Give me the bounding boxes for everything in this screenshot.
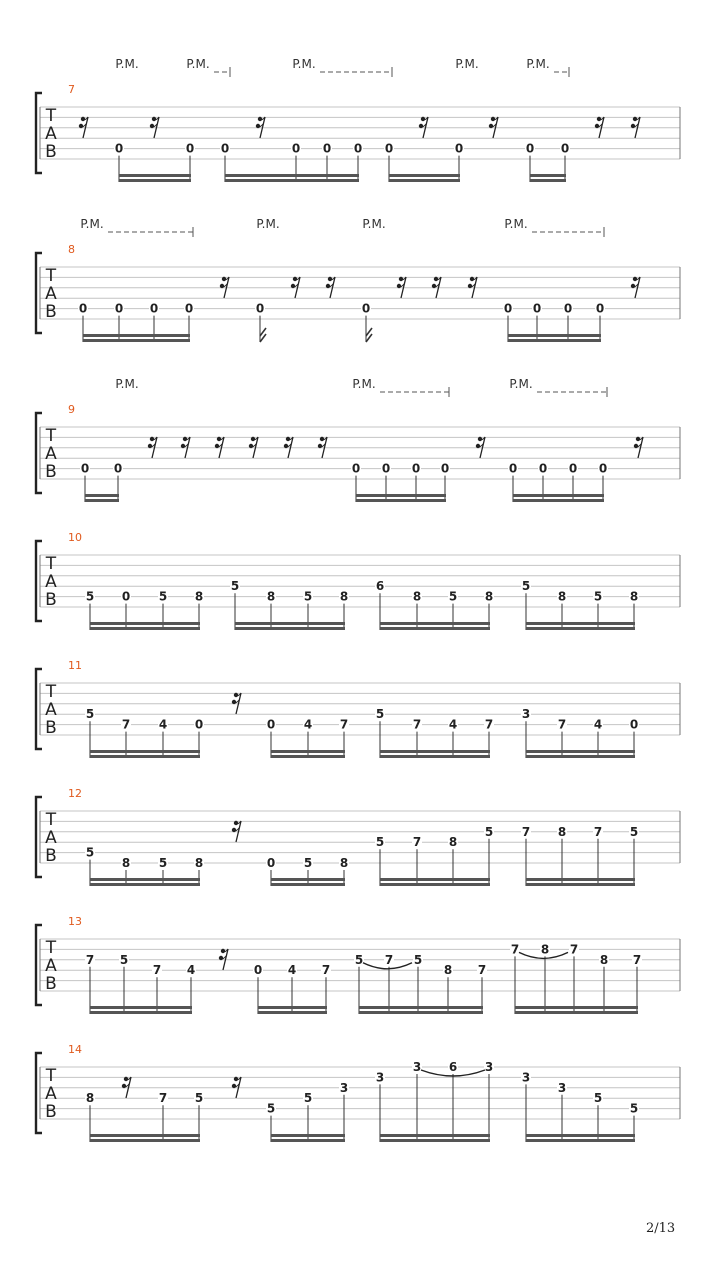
tab-clef: [45, 266, 57, 322]
fret-number: 7: [593, 824, 603, 839]
measure-number: 10: [68, 531, 82, 544]
fret-number: 7: [521, 824, 531, 839]
fret-number: 0: [185, 141, 195, 156]
palm-mute-marking: [115, 57, 138, 71]
system-bracket: [36, 541, 42, 621]
beam: [258, 1011, 327, 1014]
tab-clef-letter: B: [45, 974, 57, 994]
fret-number: 4: [303, 717, 313, 732]
fret-number: 7: [632, 952, 642, 967]
fret-number: 5: [230, 579, 240, 594]
tab-clef: [45, 1066, 57, 1122]
fret-number: 3: [339, 1080, 349, 1095]
tab-clef-letter: A: [45, 572, 57, 592]
beam: [380, 1134, 490, 1137]
tab-clef-letter: A: [45, 828, 57, 848]
fret-number: 8: [443, 963, 453, 978]
page-number: 2/13: [646, 1221, 676, 1236]
beam: [513, 499, 604, 502]
fret-number: 7: [477, 963, 487, 978]
tab-clef: [45, 938, 57, 994]
measure-number: 12: [68, 787, 82, 800]
fret-number: 0: [525, 141, 535, 156]
fret-number: 8: [412, 589, 422, 604]
palm-mute-marking: [115, 377, 138, 391]
palm-mute-label: P.M.: [115, 57, 139, 71]
fret-number: 0: [114, 141, 124, 156]
beam: [515, 1011, 638, 1014]
fret-number: 7: [121, 717, 131, 732]
beam: [356, 499, 446, 502]
tab-clef-letter: B: [45, 590, 57, 610]
palm-mute-marking: [80, 217, 193, 237]
beam: [90, 1006, 192, 1009]
fret-number: 0: [532, 301, 542, 316]
palm-mute-label: P.M.: [292, 57, 316, 71]
fret-number: 5: [194, 1091, 204, 1106]
beam: [83, 339, 190, 342]
fret-number: 5: [119, 952, 129, 967]
tab-system: [36, 915, 680, 1014]
fret-number: 3: [521, 1070, 531, 1085]
beam: [225, 174, 359, 177]
fret-number: 8: [557, 589, 567, 604]
fret-number: 3: [484, 1060, 494, 1074]
beam: [271, 1139, 345, 1142]
tab-clef-letter: A: [45, 444, 57, 464]
beam: [526, 627, 635, 630]
fret-number: 7: [321, 963, 331, 978]
fret-number: 5: [629, 824, 639, 839]
fret-number: 8: [339, 856, 349, 870]
fret-number: 7: [510, 942, 520, 957]
system-bracket: [36, 669, 42, 749]
fret-number: 5: [375, 707, 385, 722]
beam: [271, 755, 345, 758]
tab-system: [36, 57, 680, 182]
tab-clef-letter: A: [45, 284, 57, 304]
fret-number: 7: [412, 717, 422, 732]
fret-number: 0: [184, 301, 194, 316]
fret-number: 0: [351, 461, 361, 476]
beam: [380, 750, 490, 753]
fret-number: 0: [508, 461, 518, 476]
note-flag: [366, 328, 372, 342]
measure-number: 11: [68, 659, 82, 672]
beam: [380, 622, 490, 625]
beam: [90, 878, 200, 881]
fret-number: 0: [595, 301, 605, 316]
beam: [90, 627, 200, 630]
measure-number: 13: [68, 915, 82, 928]
tab-clef: [45, 106, 57, 162]
tab-clef-letter: B: [45, 142, 57, 162]
fret-number: 0: [454, 141, 464, 156]
fret-number: 0: [381, 461, 391, 476]
fret-number: 0: [322, 141, 332, 156]
fret-number: 6: [448, 1060, 458, 1074]
tab-clef: [45, 810, 57, 866]
fret-number: 7: [557, 717, 567, 732]
beam: [85, 494, 119, 497]
fret-number: 7: [339, 717, 349, 732]
beam: [258, 1006, 327, 1009]
fret-number: 4: [448, 717, 458, 732]
beam: [271, 1134, 345, 1137]
beam: [271, 878, 345, 881]
tab-clef-letter: T: [45, 1066, 57, 1086]
fret-number: 0: [353, 141, 363, 156]
fret-number: 3: [375, 1070, 385, 1085]
beam: [119, 179, 191, 182]
beam: [508, 334, 601, 337]
beam: [380, 1139, 490, 1142]
tab-clef-letter: T: [45, 266, 57, 286]
fret-number: 8: [194, 856, 204, 870]
fret-number: 0: [411, 461, 421, 476]
beam: [359, 1011, 483, 1014]
fret-number: 0: [149, 301, 159, 316]
fret-number: 5: [303, 856, 313, 870]
fret-number: 8: [448, 835, 458, 850]
palm-mute-marking: [362, 217, 385, 231]
fret-number: 0: [194, 717, 204, 732]
beam: [508, 339, 601, 342]
beam: [83, 334, 190, 337]
fret-number: 8: [599, 952, 609, 967]
fret-number: 0: [361, 301, 371, 316]
fret-number: 5: [629, 1101, 639, 1116]
fret-number: 4: [593, 717, 603, 732]
tab-clef-letter: A: [45, 1084, 57, 1104]
tab-clef-letter: B: [45, 718, 57, 738]
fret-number: 0: [80, 461, 90, 476]
beam: [526, 1139, 635, 1142]
palm-mute-label: P.M.: [352, 377, 376, 391]
beam: [90, 755, 200, 758]
fret-number: 8: [266, 589, 276, 604]
note-flag: [260, 328, 266, 342]
palm-mute-marking: [504, 217, 604, 237]
fret-number: 7: [384, 952, 394, 967]
beam: [271, 883, 345, 886]
tab-clef-letter: T: [45, 426, 57, 446]
system-bracket: [36, 253, 42, 333]
palm-mute-marking: [526, 57, 569, 77]
fret-number: 0: [291, 141, 301, 156]
fret-number: 5: [593, 1091, 603, 1106]
measure-number: 7: [68, 83, 75, 96]
tab-clef: [45, 682, 57, 738]
tab-clef-letter: A: [45, 956, 57, 976]
beam: [530, 174, 566, 177]
fret-number: 4: [287, 963, 297, 978]
palm-mute-marking: [292, 57, 392, 77]
beam: [515, 1006, 638, 1009]
tab-clef-letter: T: [45, 106, 57, 126]
palm-mute-label: P.M.: [186, 57, 210, 71]
tab-clef-letter: T: [45, 554, 57, 574]
fret-number: 0: [560, 141, 570, 156]
tab-system: [36, 659, 680, 758]
beam: [90, 750, 200, 753]
fret-number: 3: [412, 1060, 422, 1074]
fret-number: 0: [503, 301, 513, 316]
beam: [90, 622, 200, 625]
beam: [389, 179, 460, 182]
fret-number: 0: [113, 461, 123, 476]
fret-number: 0: [563, 301, 573, 316]
beam: [389, 174, 460, 177]
system-bracket: [36, 797, 42, 877]
fret-number: 5: [158, 589, 168, 604]
fret-number: 0: [440, 461, 450, 476]
system-bracket: [36, 925, 42, 1005]
fret-number: 4: [158, 717, 168, 732]
beam: [526, 622, 635, 625]
tab-clef-letter: T: [45, 682, 57, 702]
beam: [526, 750, 635, 753]
fret-number: 0: [220, 141, 230, 156]
beam: [271, 750, 345, 753]
fret-number: 0: [538, 461, 548, 476]
tab-clef-letter: B: [45, 302, 57, 322]
beam: [380, 883, 490, 886]
fret-number: 0: [629, 717, 639, 732]
fret-number: 5: [375, 835, 385, 850]
palm-mute-label: P.M.: [256, 217, 280, 231]
fret-number: 5: [593, 589, 603, 604]
fret-number: 5: [484, 824, 494, 839]
beam: [380, 755, 490, 758]
fret-number: 0: [114, 301, 124, 316]
beam: [380, 627, 490, 630]
palm-mute-label: P.M.: [509, 377, 533, 391]
palm-mute-marking: [509, 377, 607, 397]
beam: [119, 174, 191, 177]
palm-mute-label: P.M.: [455, 57, 479, 71]
beam: [235, 627, 345, 630]
fret-number: 5: [354, 952, 364, 967]
fret-number: 5: [448, 589, 458, 604]
measure-number: 8: [68, 243, 75, 256]
fret-number: 0: [253, 963, 263, 978]
fret-number: 0: [384, 141, 394, 156]
beam: [513, 494, 604, 497]
tab-system: [36, 377, 680, 502]
tab-system: [36, 531, 680, 630]
beam: [526, 878, 635, 881]
fret-number: 8: [557, 824, 567, 839]
palm-mute-marking: [256, 217, 279, 231]
palm-mute-label: P.M.: [362, 217, 386, 231]
fret-number: 5: [303, 1091, 313, 1106]
beam: [526, 755, 635, 758]
fret-number: 6: [375, 579, 385, 594]
tab-clef: [45, 554, 57, 610]
fret-number: 5: [158, 856, 168, 870]
system-bracket: [36, 1053, 42, 1133]
fret-number: 0: [266, 717, 276, 732]
tab-clef: [45, 426, 57, 482]
tab-system: [36, 787, 680, 886]
tab-clef-letter: B: [45, 1102, 57, 1122]
palm-mute-marking: [186, 57, 230, 77]
fret-number: 0: [266, 856, 276, 870]
beam: [90, 1011, 192, 1014]
fret-number: 7: [484, 717, 494, 732]
tab-clef-letter: A: [45, 700, 57, 720]
beam: [526, 1134, 635, 1137]
fret-number: 5: [85, 707, 95, 722]
fret-number: 0: [78, 301, 88, 316]
tab-clef-letter: B: [45, 462, 57, 482]
fret-number: 3: [521, 707, 531, 722]
tab-clef-letter: T: [45, 938, 57, 958]
palm-mute-label: P.M.: [115, 377, 139, 391]
fret-number: 5: [85, 589, 95, 604]
palm-mute-label: P.M.: [504, 217, 528, 231]
beam: [526, 883, 635, 886]
beam: [225, 179, 359, 182]
system-bracket: [36, 413, 42, 493]
palm-mute-marking: [352, 377, 449, 397]
fret-number: 4: [186, 963, 196, 978]
fret-number: 8: [194, 589, 204, 604]
beam: [356, 494, 446, 497]
fret-number: 8: [540, 942, 550, 957]
fret-number: 0: [568, 461, 578, 476]
fret-number: 5: [521, 579, 531, 594]
fret-number: 7: [152, 963, 162, 978]
beam: [90, 1139, 200, 1142]
fret-number: 8: [629, 589, 639, 604]
palm-mute-label: P.M.: [526, 57, 550, 71]
tab-system: [36, 217, 680, 342]
beam: [235, 622, 345, 625]
tab-clef-letter: B: [45, 846, 57, 866]
tab-clef-letter: A: [45, 124, 57, 144]
palm-mute-marking: [455, 57, 478, 71]
tab-clef-letter: T: [45, 810, 57, 830]
beam: [359, 1006, 483, 1009]
fret-number: 0: [255, 301, 265, 316]
fret-number: 8: [121, 856, 131, 870]
fret-number: 5: [413, 952, 423, 967]
fret-number: 5: [85, 845, 95, 860]
fret-number: 0: [121, 589, 131, 604]
fret-number: 8: [339, 589, 349, 604]
fret-number: 5: [266, 1101, 276, 1116]
beam: [85, 499, 119, 502]
beam: [90, 883, 200, 886]
beam: [530, 179, 566, 182]
fret-number: 7: [85, 952, 95, 967]
fret-number: 3: [557, 1080, 567, 1095]
fret-number: 0: [598, 461, 608, 476]
tab-system: [36, 1043, 680, 1142]
palm-mute-label: P.M.: [80, 217, 104, 231]
fret-number: 8: [85, 1091, 95, 1106]
measure-number: 9: [68, 403, 75, 416]
fret-number: 7: [158, 1091, 168, 1106]
beam: [380, 878, 490, 881]
fret-number: 8: [484, 589, 494, 604]
beam: [90, 1134, 200, 1137]
fret-number: 7: [412, 835, 422, 850]
measure-number: 14: [68, 1043, 82, 1056]
fret-number: 7: [569, 942, 579, 957]
system-bracket: [36, 93, 42, 173]
fret-number: 5: [303, 589, 313, 604]
